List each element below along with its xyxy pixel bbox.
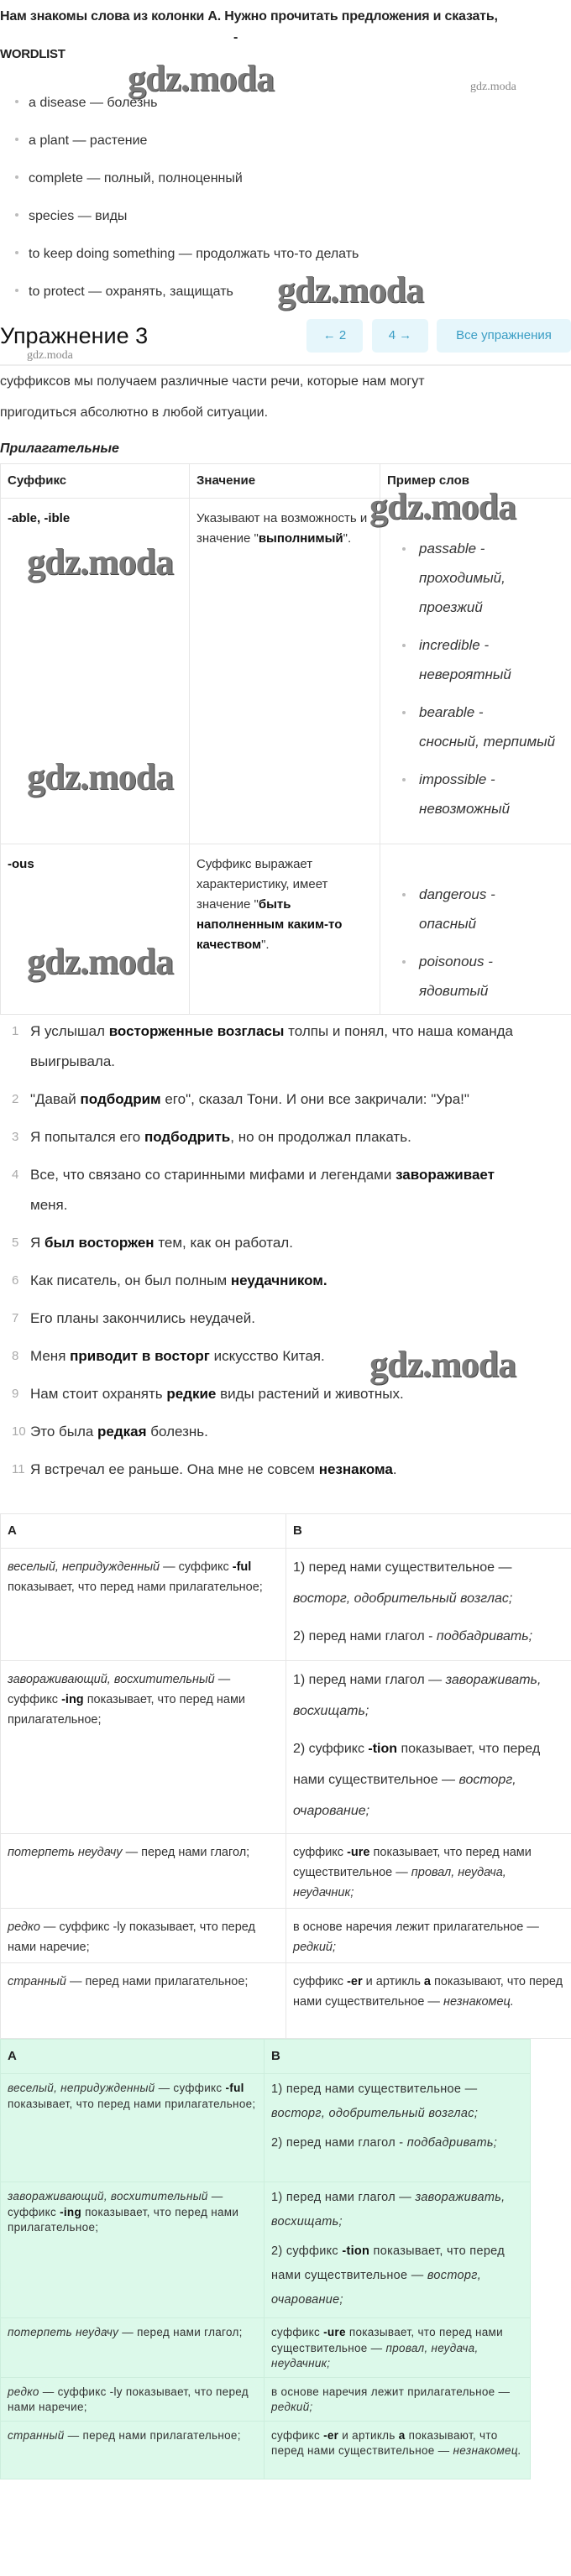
text-segment: незнакомец. bbox=[443, 1995, 514, 2009]
column-b-cell bbox=[265, 2377, 531, 2421]
text-segment: — суффикс bbox=[155, 2082, 226, 2094]
answer-paragraph bbox=[293, 1917, 564, 1957]
example-translation: невозможный bbox=[419, 801, 511, 817]
example-word: impossible - bbox=[419, 771, 495, 787]
sentence-item bbox=[0, 1122, 571, 1152]
column-header-a: A bbox=[1, 1514, 286, 1549]
text-segment: 1) перед нами существительное — bbox=[271, 2082, 478, 2096]
content-flow bbox=[0, 463, 571, 2479]
text-segment: приводит в восторг bbox=[70, 1348, 210, 1364]
watermark: gdz.moda bbox=[27, 349, 73, 362]
sentence-number: 6 bbox=[12, 1273, 19, 1288]
text-segment: показывает, что перед нами прилагательное; bbox=[8, 2097, 256, 2110]
column-a-cell bbox=[1, 1661, 286, 1834]
text-segment: показывают, что перед нами существительное — bbox=[271, 2428, 498, 2457]
sentence-item bbox=[0, 1341, 571, 1372]
suffix-cell bbox=[1, 844, 190, 1015]
meaning-cell bbox=[190, 499, 380, 844]
text-segment: суффикс bbox=[293, 1975, 348, 1988]
text-segment: его", сказал Тони. И они все закричали: "Ура!" bbox=[160, 1091, 469, 1107]
watermark: gdz.moda bbox=[369, 486, 516, 527]
answer-paragraph bbox=[271, 2239, 523, 2312]
suffix-text: -ous bbox=[8, 857, 34, 871]
text-segment: суффикс bbox=[271, 2428, 324, 2442]
text-segment: — суффикс bbox=[8, 2190, 223, 2218]
answer-paragraph bbox=[293, 1972, 564, 2012]
text-segment: Суффикс выражает характеристику, имеет значение " bbox=[196, 857, 328, 912]
text-segment: — перед нами глагол; bbox=[122, 1846, 250, 1859]
meaning-cell bbox=[190, 844, 380, 1015]
intro-text: Нам знакомы слова из колонки А. Нужно прочитать предложения и сказать, bbox=[0, 9, 498, 24]
sentence-item bbox=[0, 1455, 571, 1485]
text-segment: завораживать, восхищать; bbox=[293, 1673, 542, 1718]
sentence-number: 1 bbox=[12, 1024, 19, 1038]
sentence-number: 2 bbox=[12, 1092, 19, 1106]
text-segment: -ure bbox=[347, 1846, 370, 1859]
text-segment: a bbox=[423, 1975, 431, 1988]
column-a-cell bbox=[1, 2421, 265, 2479]
example-item bbox=[387, 630, 564, 689]
text-segment: неудачником. bbox=[230, 1272, 327, 1288]
text-segment: толпы и понял, что наша команда bbox=[284, 1023, 514, 1039]
text-segment: завораживающий, восхитительный bbox=[8, 2190, 208, 2202]
answer-paragraph bbox=[293, 1664, 564, 1727]
text-segment: незнакома bbox=[318, 1461, 393, 1477]
column-b-cell bbox=[286, 1834, 571, 1909]
wordlist-item bbox=[0, 197, 359, 235]
text-segment: странный bbox=[8, 2428, 65, 2442]
table-row bbox=[1, 1549, 571, 1661]
wordlist bbox=[0, 84, 359, 311]
text-segment: провал, неудача, неудачник; bbox=[271, 2341, 479, 2370]
bullet-icon bbox=[15, 100, 18, 103]
text-segment: ". bbox=[343, 531, 352, 546]
text-segment: показывает, что перед нами прилагательное; bbox=[8, 2205, 239, 2234]
text-segment: Я попытался его bbox=[30, 1129, 144, 1145]
highlighted-answer-table bbox=[0, 2039, 531, 2479]
text-segment: потерпеть неудачу bbox=[8, 2326, 119, 2338]
watermark: gdz.moda bbox=[27, 756, 174, 797]
sentence-item bbox=[0, 1084, 571, 1115]
sentence-number: 9 bbox=[12, 1387, 19, 1401]
text-segment: -ful bbox=[232, 1560, 252, 1574]
answer-paragraph bbox=[293, 1621, 564, 1652]
bullet-icon bbox=[402, 960, 406, 964]
bullet-icon bbox=[15, 138, 18, 141]
column-header-b: B bbox=[286, 1514, 571, 1549]
text-segment: и артикль bbox=[362, 1975, 424, 1988]
text-segment: — перед нами прилагательное; bbox=[64, 2428, 241, 2442]
exercise-title: Упражнение 3 bbox=[0, 323, 149, 348]
watermark: gdz.moda bbox=[277, 269, 424, 311]
sentence-number: 10 bbox=[12, 1424, 26, 1439]
text-segment: показывают, что перед нами существительное — bbox=[293, 1975, 563, 2009]
prev-exercise-button[interactable]: ← 2 bbox=[306, 319, 363, 353]
text-segment: был восторжен bbox=[45, 1235, 155, 1251]
answer-paragraph bbox=[271, 2186, 523, 2234]
column-b-cell bbox=[265, 2074, 531, 2182]
wordlist-item bbox=[0, 122, 359, 159]
next-exercise-button[interactable]: 4 → bbox=[372, 319, 428, 353]
text-segment: Нам стоит охранять bbox=[30, 1386, 167, 1402]
text-segment: -ing bbox=[60, 2205, 82, 2218]
wordlist-text: a plant — растение bbox=[29, 133, 148, 148]
text-segment: завораживать, восхищать; bbox=[271, 2191, 506, 2229]
answer-paragraph bbox=[271, 2325, 523, 2372]
answer-paragraph bbox=[271, 2077, 523, 2126]
text-segment: 1) перед нами глагол — bbox=[293, 1673, 446, 1687]
text-segment: в основе наречия лежит прилагательное — bbox=[271, 2385, 511, 2398]
column-a-cell bbox=[1, 2318, 265, 2378]
sentence-number: 8 bbox=[12, 1349, 19, 1363]
text-segment: искусство Китая. bbox=[209, 1348, 325, 1364]
suffix-text: -able, -ible bbox=[8, 511, 71, 525]
text-segment: в основе наречия лежит прилагательное — bbox=[293, 1920, 539, 1934]
table-row bbox=[1, 499, 571, 844]
bullet-icon bbox=[402, 547, 406, 551]
sentence-item bbox=[0, 1304, 571, 1334]
text-segment: Я услышал bbox=[30, 1023, 109, 1039]
text-segment: тем, как он работал. bbox=[154, 1235, 293, 1251]
table-row bbox=[1, 2377, 531, 2421]
watermark: gdz.moda bbox=[470, 81, 516, 93]
wordlist-text: to protect — охранять, защищать bbox=[29, 285, 233, 299]
column-b-cell bbox=[286, 1549, 571, 1661]
watermark: gdz.moda bbox=[369, 1344, 516, 1385]
table-row bbox=[1, 2421, 531, 2479]
sentence-number: 4 bbox=[12, 1168, 19, 1182]
answer-paragraph bbox=[293, 1552, 564, 1614]
example-word: bearable - bbox=[419, 704, 484, 720]
text-segment: редкая bbox=[97, 1424, 147, 1440]
text-segment: подбадривать; bbox=[406, 2136, 498, 2150]
text-segment: и артикль bbox=[338, 2428, 399, 2442]
column-a-cell bbox=[1, 2074, 265, 2182]
table-row bbox=[1, 1909, 571, 1963]
answer-table bbox=[0, 1513, 571, 2039]
text-segment: редкий; bbox=[271, 2401, 313, 2413]
wordlist-item bbox=[0, 235, 359, 273]
example-word: passable - bbox=[419, 541, 485, 556]
text-segment: -er bbox=[323, 2428, 339, 2442]
text-segment: редко bbox=[8, 2385, 39, 2398]
text-segment: ". bbox=[261, 938, 270, 952]
bullet-icon bbox=[402, 644, 406, 647]
text-segment: восторженные возгласы bbox=[108, 1023, 285, 1039]
bullet-icon bbox=[402, 778, 406, 781]
column-header-b: B bbox=[265, 2040, 531, 2074]
intro-paragraph bbox=[0, 366, 425, 428]
sentence-item bbox=[0, 1228, 571, 1258]
text-segment: Это была bbox=[30, 1424, 98, 1440]
example-word: incredible - bbox=[419, 637, 490, 653]
text-segment: восторг, одобрительный возглас; bbox=[293, 1591, 513, 1606]
text-segment: — перед нами прилагательное; bbox=[66, 1975, 249, 1988]
answer-paragraph bbox=[271, 2131, 523, 2155]
text-segment: 2) суффикс bbox=[271, 2244, 343, 2258]
text-segment: Я bbox=[30, 1235, 45, 1251]
text-segment: . bbox=[392, 1461, 397, 1477]
column-header-meaning: Значение bbox=[190, 464, 380, 499]
text-segment: -er bbox=[347, 1975, 363, 1988]
column-a-cell bbox=[1, 1834, 286, 1909]
suffix-table bbox=[0, 463, 571, 1015]
sentence-number: 5 bbox=[12, 1236, 19, 1250]
example-translation: опасный bbox=[419, 916, 477, 932]
text-segment: провал, неудача, неудачник; bbox=[293, 1866, 506, 1899]
text-segment: подбодрим bbox=[80, 1091, 161, 1107]
text-segment: "Давай bbox=[30, 1091, 81, 1107]
text-segment: редкие bbox=[166, 1386, 217, 1402]
column-b-cell bbox=[286, 1963, 571, 2039]
wordlist-item bbox=[0, 273, 359, 311]
text-segment: показывает, что перед нами существительное — bbox=[293, 1742, 541, 1787]
text-segment: , но он продолжал плакать. bbox=[230, 1129, 411, 1145]
sentence-item bbox=[0, 1266, 571, 1296]
sentence-number: 7 bbox=[12, 1311, 19, 1325]
table-row bbox=[1, 1661, 571, 1834]
text-segment: быть наполненным каким-то качеством bbox=[196, 897, 343, 952]
text-segment: -ful bbox=[225, 2082, 244, 2094]
answer-paragraph bbox=[293, 1842, 564, 1903]
text-segment: завораживающий, восхитительный bbox=[8, 1673, 215, 1686]
column-a-cell bbox=[1, 2182, 265, 2318]
text-segment: -tion bbox=[368, 1742, 398, 1756]
column-a-cell bbox=[1, 2377, 265, 2421]
text-segment: показывает, что перед нами существительное — bbox=[271, 2244, 505, 2282]
all-exercises-button[interactable]: Все упражнения bbox=[437, 319, 571, 353]
text-segment: подбадривать; bbox=[436, 1629, 533, 1643]
text-segment: суффикс bbox=[293, 1846, 348, 1859]
text-segment: 2) перед нами глагол - bbox=[293, 1629, 437, 1643]
examples-cell bbox=[380, 844, 571, 1015]
bullet-icon bbox=[402, 711, 406, 714]
wordlist-item bbox=[0, 84, 359, 122]
text-segment: странный bbox=[8, 1975, 66, 1988]
example-item bbox=[387, 947, 564, 1006]
column-header-examples: Пример слов bbox=[380, 464, 571, 499]
text-segment: веселый, непридужденный bbox=[8, 2082, 155, 2094]
text-segment: Указывают на возможность и значение " bbox=[196, 511, 368, 546]
sentence-item bbox=[0, 1379, 571, 1409]
examples-list bbox=[387, 854, 564, 1006]
example-item bbox=[387, 698, 564, 756]
wordlist-text: complete — полный, полноценный bbox=[29, 171, 243, 185]
example-translation: проходимый, проезжий bbox=[419, 570, 506, 615]
example-translation: невероятный bbox=[419, 666, 511, 682]
example-item bbox=[387, 880, 564, 938]
wordlist-title: WORDLIST bbox=[0, 47, 65, 61]
text-segment: -tion bbox=[342, 2244, 370, 2258]
text-segment: — суффикс bbox=[8, 1673, 231, 1706]
table-row bbox=[1, 1834, 571, 1909]
column-b-cell bbox=[286, 1661, 571, 1834]
wordlist-text: species — виды bbox=[29, 209, 128, 223]
examples-cell bbox=[380, 499, 571, 844]
column-b-cell bbox=[265, 2182, 531, 2318]
text-segment: редкий; bbox=[293, 1941, 336, 1954]
table-row bbox=[1, 2318, 531, 2378]
example-word: dangerous - bbox=[419, 886, 495, 902]
wordlist-text: a disease — болезнь bbox=[29, 96, 158, 110]
text-segment: восторг, очарование; bbox=[293, 1773, 516, 1818]
sentence-item bbox=[0, 1160, 571, 1220]
sentence-number: 3 bbox=[12, 1130, 19, 1144]
watermark: gdz.moda bbox=[27, 541, 174, 583]
text-segment: виды растений и животных. bbox=[216, 1386, 404, 1402]
text-segment: болезнь. bbox=[146, 1424, 208, 1440]
text-segment: 1) перед нами глагол — bbox=[271, 2191, 416, 2204]
column-a-cell bbox=[1, 1549, 286, 1661]
text-segment: Его планы закончились неудачей. bbox=[30, 1310, 255, 1326]
text-segment: незнакомец. bbox=[453, 2444, 521, 2457]
text-segment: выигрывала. bbox=[30, 1053, 116, 1069]
text-segment: завораживает bbox=[396, 1167, 495, 1183]
table-row bbox=[1, 1963, 571, 2039]
bullet-icon bbox=[402, 893, 406, 896]
table-row bbox=[1, 2182, 531, 2318]
answer-paragraph bbox=[271, 2385, 523, 2416]
dash-mark: - bbox=[233, 30, 238, 44]
text-segment: показывает, что перед нами существительное — bbox=[293, 1846, 532, 1879]
text-segment: веселый, непридужденный bbox=[8, 1560, 160, 1574]
column-header-suffix: Суффикс bbox=[1, 464, 190, 499]
column-b-cell bbox=[286, 1909, 571, 1963]
sentence-item bbox=[0, 1417, 571, 1447]
text-segment: Как писатель, он был полным bbox=[30, 1272, 231, 1288]
bullet-icon bbox=[15, 213, 18, 217]
example-item bbox=[387, 765, 564, 823]
text-segment: -ure bbox=[323, 2326, 346, 2338]
paragraph-line: пригодиться абсолютно в любой ситуации. bbox=[0, 405, 269, 420]
bullet-icon bbox=[15, 175, 18, 179]
paragraph-line: суффиксов мы получаем различные части речи, которые нам могут bbox=[0, 374, 425, 389]
text-segment: редко bbox=[8, 1920, 40, 1934]
text-segment: 2) перед нами глагол - bbox=[271, 2136, 407, 2150]
text-segment: потерпеть неудачу bbox=[8, 1846, 123, 1859]
bullet-icon bbox=[15, 251, 18, 254]
answer-paragraph bbox=[271, 2428, 523, 2459]
text-segment: показывает, что перед нами существительное — bbox=[271, 2326, 503, 2354]
text-segment: показывает, что перед нами прилагательное; bbox=[8, 1581, 263, 1594]
text-segment: 2) суффикс bbox=[293, 1742, 369, 1756]
watermark: gdz.moda bbox=[128, 58, 275, 99]
table-row bbox=[1, 844, 571, 1015]
watermark: gdz.moda bbox=[27, 941, 174, 982]
text-segment: — суффикс -ly показывает, что перед нами наречие; bbox=[8, 1920, 256, 1954]
examples-list bbox=[387, 509, 564, 823]
text-segment: восторг, очарование; bbox=[271, 2269, 482, 2307]
text-segment: выполнимый bbox=[258, 531, 343, 546]
text-segment: показывает, что перед нами прилагательное; bbox=[8, 1693, 246, 1727]
text-segment: — суффикс bbox=[160, 1560, 233, 1574]
text-segment: суффикс bbox=[271, 2326, 324, 2338]
text-segment: подбодрить bbox=[144, 1129, 231, 1145]
example-item bbox=[387, 534, 564, 622]
suffix-cell bbox=[1, 499, 190, 844]
text-segment: Меня bbox=[30, 1348, 71, 1364]
text-segment: меня. bbox=[30, 1197, 68, 1213]
wordlist-text: to keep doing something — продолжать что-то делать bbox=[29, 247, 359, 261]
column-b-cell bbox=[265, 2318, 531, 2378]
example-translation: ядовитый bbox=[419, 983, 489, 999]
column-b-cell bbox=[265, 2421, 531, 2479]
sentence-item bbox=[0, 1016, 571, 1077]
bullet-icon bbox=[15, 289, 18, 292]
text-segment: Я встречал ее раньше. Она мне не совсем bbox=[30, 1461, 319, 1477]
text-segment: 1) перед нами существительное — bbox=[293, 1560, 512, 1575]
column-a-cell bbox=[1, 1909, 286, 1963]
text-segment: восторг, одобрительный возглас; bbox=[271, 2107, 479, 2120]
text-segment: a bbox=[398, 2428, 406, 2442]
answer-paragraph bbox=[293, 1733, 564, 1826]
adjectives-heading: Прилагательные bbox=[0, 442, 119, 456]
table-row bbox=[1, 2074, 531, 2182]
sentence-list bbox=[0, 1016, 571, 1493]
column-a-cell bbox=[1, 1963, 286, 2039]
text-segment: Все, что связано со старинными мифами и легендами bbox=[30, 1167, 396, 1183]
text-segment: -ing bbox=[61, 1693, 84, 1706]
column-header-a: A bbox=[1, 2040, 265, 2074]
text-segment: — суффикс -ly показывает, что перед нами наречие; bbox=[8, 2385, 249, 2413]
example-translation: сносный, терпимый bbox=[419, 734, 556, 750]
sentence-number: 11 bbox=[12, 1462, 25, 1476]
example-word: poisonous - bbox=[419, 954, 493, 969]
wordlist-item bbox=[0, 159, 359, 197]
text-segment: — перед нами глагол; bbox=[118, 2326, 243, 2338]
